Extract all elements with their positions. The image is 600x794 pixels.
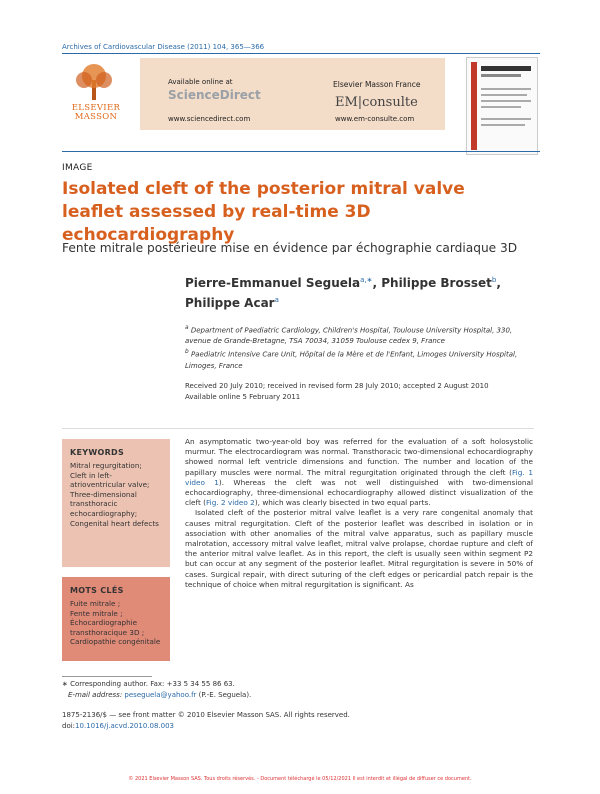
figure-link[interactable]: Fig. 2 video 2 — [206, 498, 255, 508]
email-suffix: (P.-E. Seguela). — [196, 690, 252, 699]
figure-link[interactable]: Fig. 1 video 1 — [185, 467, 533, 487]
mot-cle-item: Fente mitrale ; — [70, 608, 123, 618]
keywords-box — [62, 439, 170, 567]
keyword-item: Mitral regurgitation; — [70, 461, 142, 470]
keyword-item: Cleft in left-atrioventricular valve; — [70, 470, 150, 490]
article-history — [185, 381, 535, 403]
elsevier-tree-logo — [72, 62, 116, 102]
sd-available-label: Available online at — [168, 78, 233, 86]
corresponding-author: ∗ Corresponding author. Fax: +33 5 34 55 86 63. — [62, 680, 235, 688]
body-text: An asymptomatic two-year-old boy was referred for the evaluation of a soft holosystolic murmur. The electrocardiogram was normal. Transthoracic two-dimensional echocardiography showed normal left ventricle dimensions and function. The number and location of the papillary muscles were normal. The mitral regurgitation originated through the cleft ( — [185, 437, 533, 477]
affiliation-marker: b — [185, 349, 189, 356]
emconsulte-link[interactable]: www.em-consulte.com — [335, 115, 415, 123]
body-text: ). Whereas the cleft was not well distinguished with two-dimensional echocardiography, three-dimensional echocardiography allowed distinct visualization of the cleft ( — [185, 477, 533, 508]
header-divider — [62, 53, 540, 54]
footnote — [62, 679, 462, 700]
affiliations — [185, 323, 530, 372]
mot-cle-item: Cardiopathie congénitale — [70, 637, 161, 647]
author-list — [185, 272, 525, 312]
issn-info — [62, 710, 462, 731]
french-title: Fente mitrale postérieure mise en évidence par échographie cardiaque 3D — [62, 241, 518, 255]
author-name[interactable]: Philippe Acar — [185, 296, 275, 310]
elsevier-masson-logo-text: ELSEVIER MASSON — [71, 103, 121, 122]
affiliation-marker: a — [185, 325, 189, 331]
mots-cles-box — [62, 577, 170, 661]
affiliation-item — [185, 323, 530, 347]
history-divider — [62, 428, 534, 429]
issn-line: 1875-2136/$ — see front matter © 2010 Elsevier Masson SAS. All rights reserved. — [62, 711, 350, 719]
email-link[interactable]: peseguela@yahoo.fr — [124, 690, 197, 699]
emconsulte-logo: EM|consulte — [335, 95, 418, 110]
author-separator: , — [496, 276, 501, 290]
banner-divider — [62, 151, 540, 152]
author-affiliation-marker: a — [274, 296, 279, 304]
author-name[interactable]: Philippe Brosset — [381, 276, 492, 290]
journal-cover-thumbnail — [466, 57, 538, 155]
body-paragraph: Isolated cleft of the posterior mitral valve leaflet is a very rare congenital anomaly that causes mitral regurgitation. Cleft of the posterior leaflet was described in isolation or in association with other anomalies of the mitral valve apparatus, such as papillary muscle malrotation, accessory mitral valve leaflet, mitral valve prolapse, chordae rupture and cleft of the anterior mitral valve leaflet. As in this report, the cleft is usually seen within segment P2 but can occur at any segment of the posterior leaflet. Mitral regurgitation is severe in 50% of cases. Surgical repair, with direct suturing of the cleft edges or pericardial patch repair is the technique of choice when mitral regurgitation is significant. As — [185, 508, 533, 589]
article-body — [185, 437, 533, 590]
author-affiliation-marker: b — [491, 276, 497, 284]
sciencedirect-link[interactable]: www.sciencedirect.com — [168, 115, 251, 123]
mot-cle-item: Échocardiographie transthoracique 3D ; — [70, 618, 145, 637]
affiliation-text: Department of Paediatric Cardiology, Children's Hospital, Toulouse University Hospital, 330, avenue de Grande-Bretagne, TSA 70034, 31059 Toulouse cedex 9, France — [185, 326, 513, 346]
doi-prefix: doi: — [62, 721, 76, 730]
journal-citation: Archives of Cardiovascular Disease (2011) 104, 365—366 — [62, 43, 265, 51]
affiliation-item — [185, 347, 530, 371]
article-title: Isolated cleft of the posterior mitral valve leaflet assessed by real-time 3D echocardiography — [62, 179, 465, 245]
author-separator: , — [372, 276, 382, 290]
email-label: E-mail address: — [68, 690, 123, 699]
footnote-divider — [62, 676, 152, 677]
mots-cles-heading: MOTS CLÉS — [70, 586, 124, 595]
em-publisher-label: Elsevier Masson France — [333, 80, 421, 89]
received-dates: Received 20 July 2010; received in revised form 28 July 2010; accepted 2 August 2010 — [185, 382, 489, 390]
body-paragraph — [185, 437, 533, 508]
article-type-label: IMAGE — [62, 163, 93, 173]
author-name[interactable]: Pierre-Emmanuel Seguela — [185, 276, 361, 290]
download-copyright-notice: © 2021 Elsevier Masson SAS. Tous droits réservés. - Document téléchargé le 05/12/2021 Il est interdit et illégal de diffuser ce document. — [128, 776, 472, 782]
keyword-item: Three-dimensional transthoracic echocardiography; — [70, 489, 138, 518]
mot-cle-item: Fuite mitrale ; — [70, 599, 121, 608]
sciencedirect-logo: ScienceDirect — [168, 88, 261, 102]
affiliation-text: Paediatric Intensive Care Unit, Hôpital de la Mère et de l'Enfant, Limoges University Hospital, Limoges, France — [185, 350, 518, 370]
author-affiliation-marker: a,∗ — [360, 276, 373, 284]
keyword-item: Congenital heart defects — [70, 518, 159, 528]
keywords-heading: KEYWORDS — [70, 448, 125, 457]
available-date: Available online 5 February 2011 — [185, 393, 301, 401]
doi-link[interactable]: 10.1016/j.acvd.2010.08.003 — [75, 721, 174, 730]
body-text: ), which was clearly bisected in two equal parts. — [254, 498, 431, 508]
